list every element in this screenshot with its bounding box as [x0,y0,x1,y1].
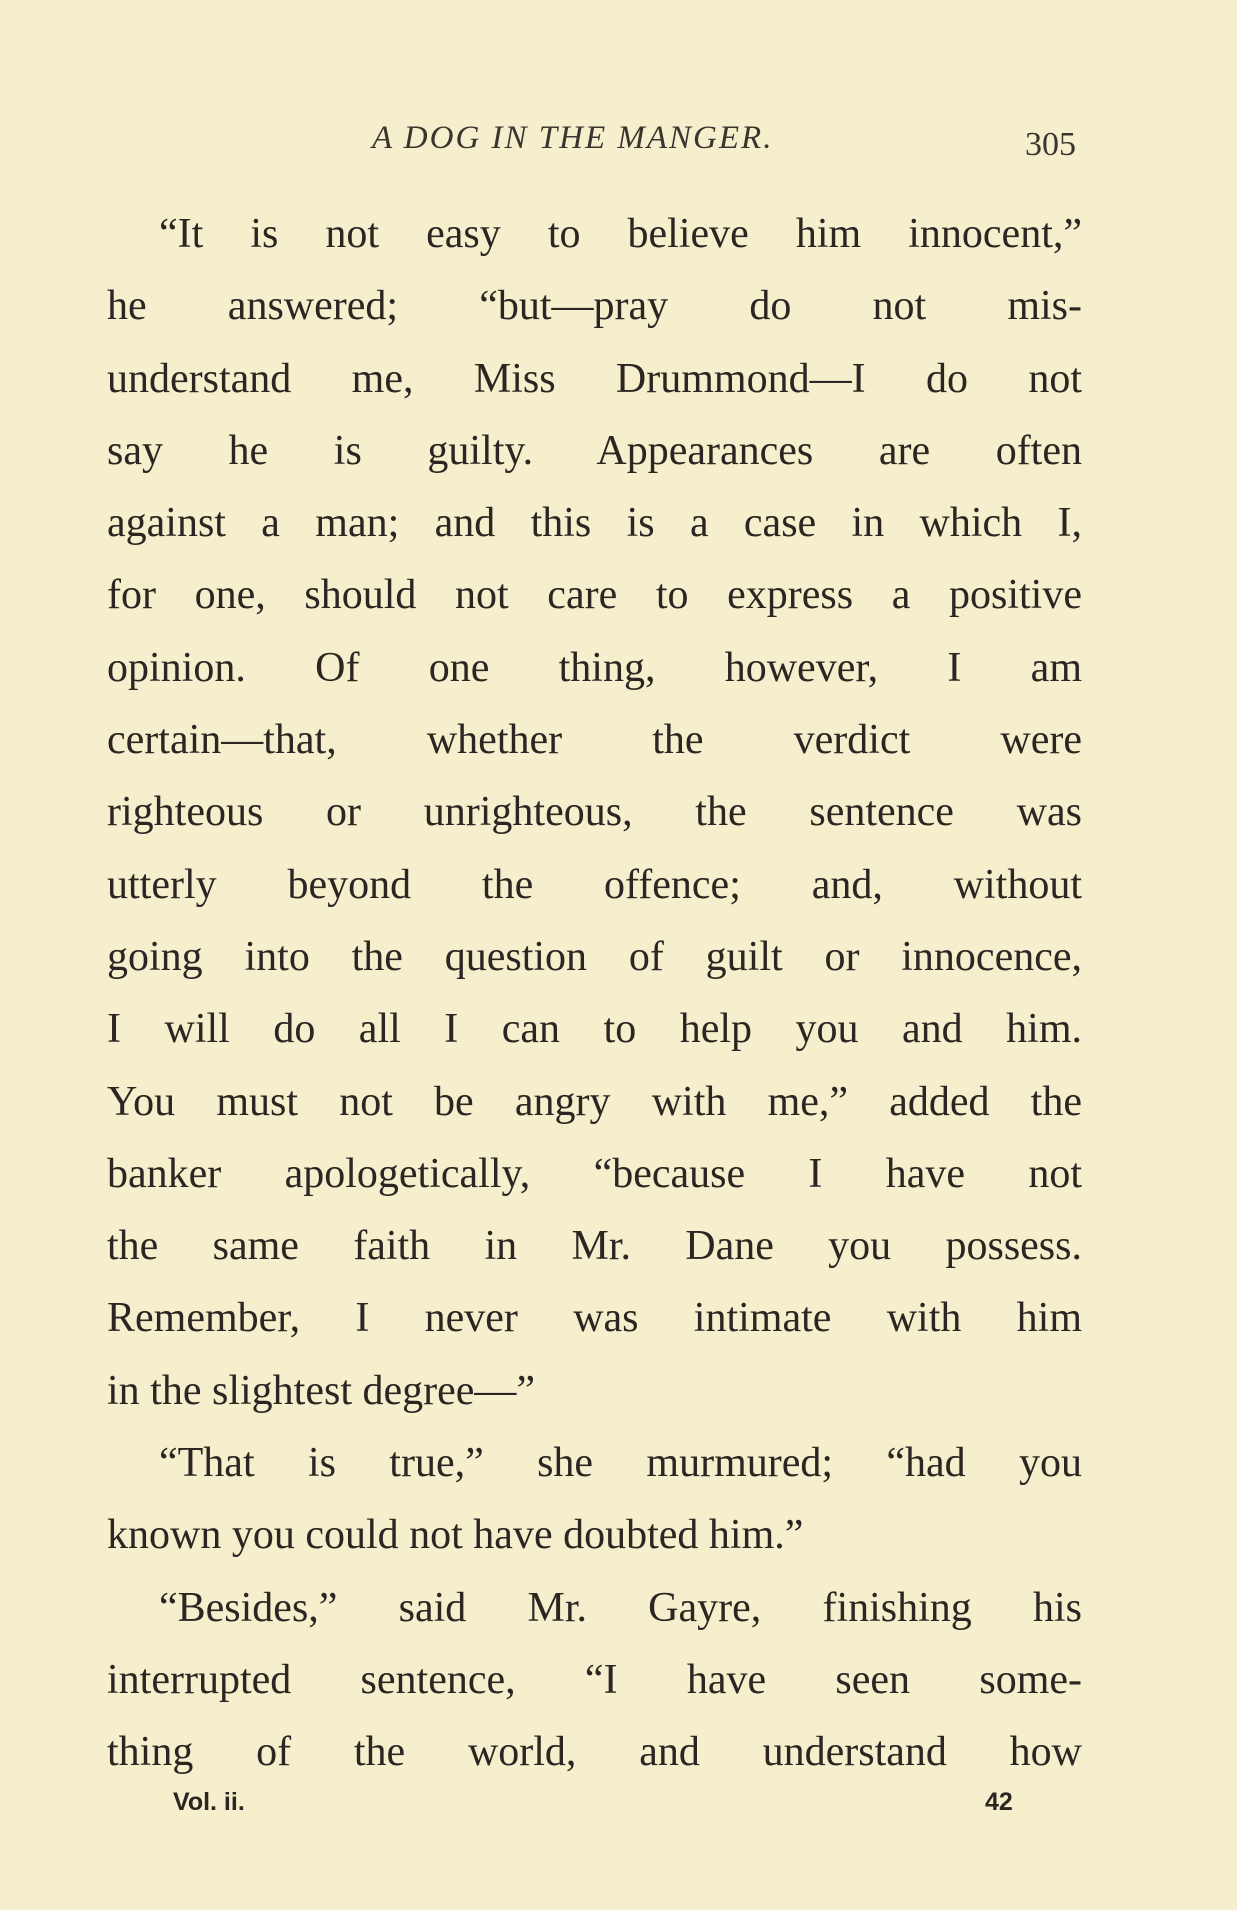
text-line: righteous or unrighteous, the sentence was [107,789,1082,836]
running-title: A DOG IN THE MANGER. [372,120,774,156]
text-line: interrupted sentence, “I have seen some- [107,1656,1082,1703]
text-line: against a man; and this is a case in which I, [107,500,1082,547]
text-line: “That is true,” she murmured; “had you [159,1440,1082,1487]
text-line: Remember, I never was intimate with him [107,1295,1082,1342]
page-number: 305 [1025,126,1076,163]
text-line: going into the question of guilt or innocence, [107,933,1082,980]
text-line: “It is not easy to believe him innocent,” [159,211,1082,257]
page-footer [0,1788,1237,1828]
text-line: You must not be angry with me,” added the [107,1078,1082,1125]
text-line: he answered; “but—pray do not mis- [107,283,1082,330]
text-line: opinion. Of one thing, however, I am [107,644,1082,691]
text-line: understand me, Miss Drummond—I do not [107,355,1082,402]
text-line: in the slightest degree—” [107,1367,536,1414]
signature-mark: 42 [985,1788,1013,1816]
text-line: thing of the world, and understand how [107,1729,1082,1776]
text-line: for one, should not care to express a positive [107,572,1082,619]
text-line: certain—that, whether the verdict were [107,717,1082,764]
text-line: say he is guilty. Appearances are often [107,427,1082,474]
text-line: known you could not have doubted him.” [107,1512,804,1559]
page-header [0,120,1237,180]
text-line: banker apologetically, “because I have not [107,1150,1082,1197]
text-line: I will do all I can to help you and him. [107,1006,1082,1053]
text-line: utterly beyond the offence; and, without [107,861,1082,908]
body-text [107,198,1082,1789]
text-line: the same faith in Mr. Dane you possess. [107,1223,1082,1270]
volume-mark: Vol. ii. [173,1788,245,1816]
text-line: “Besides,” said Mr. Gayre, finishing his [159,1584,1082,1631]
